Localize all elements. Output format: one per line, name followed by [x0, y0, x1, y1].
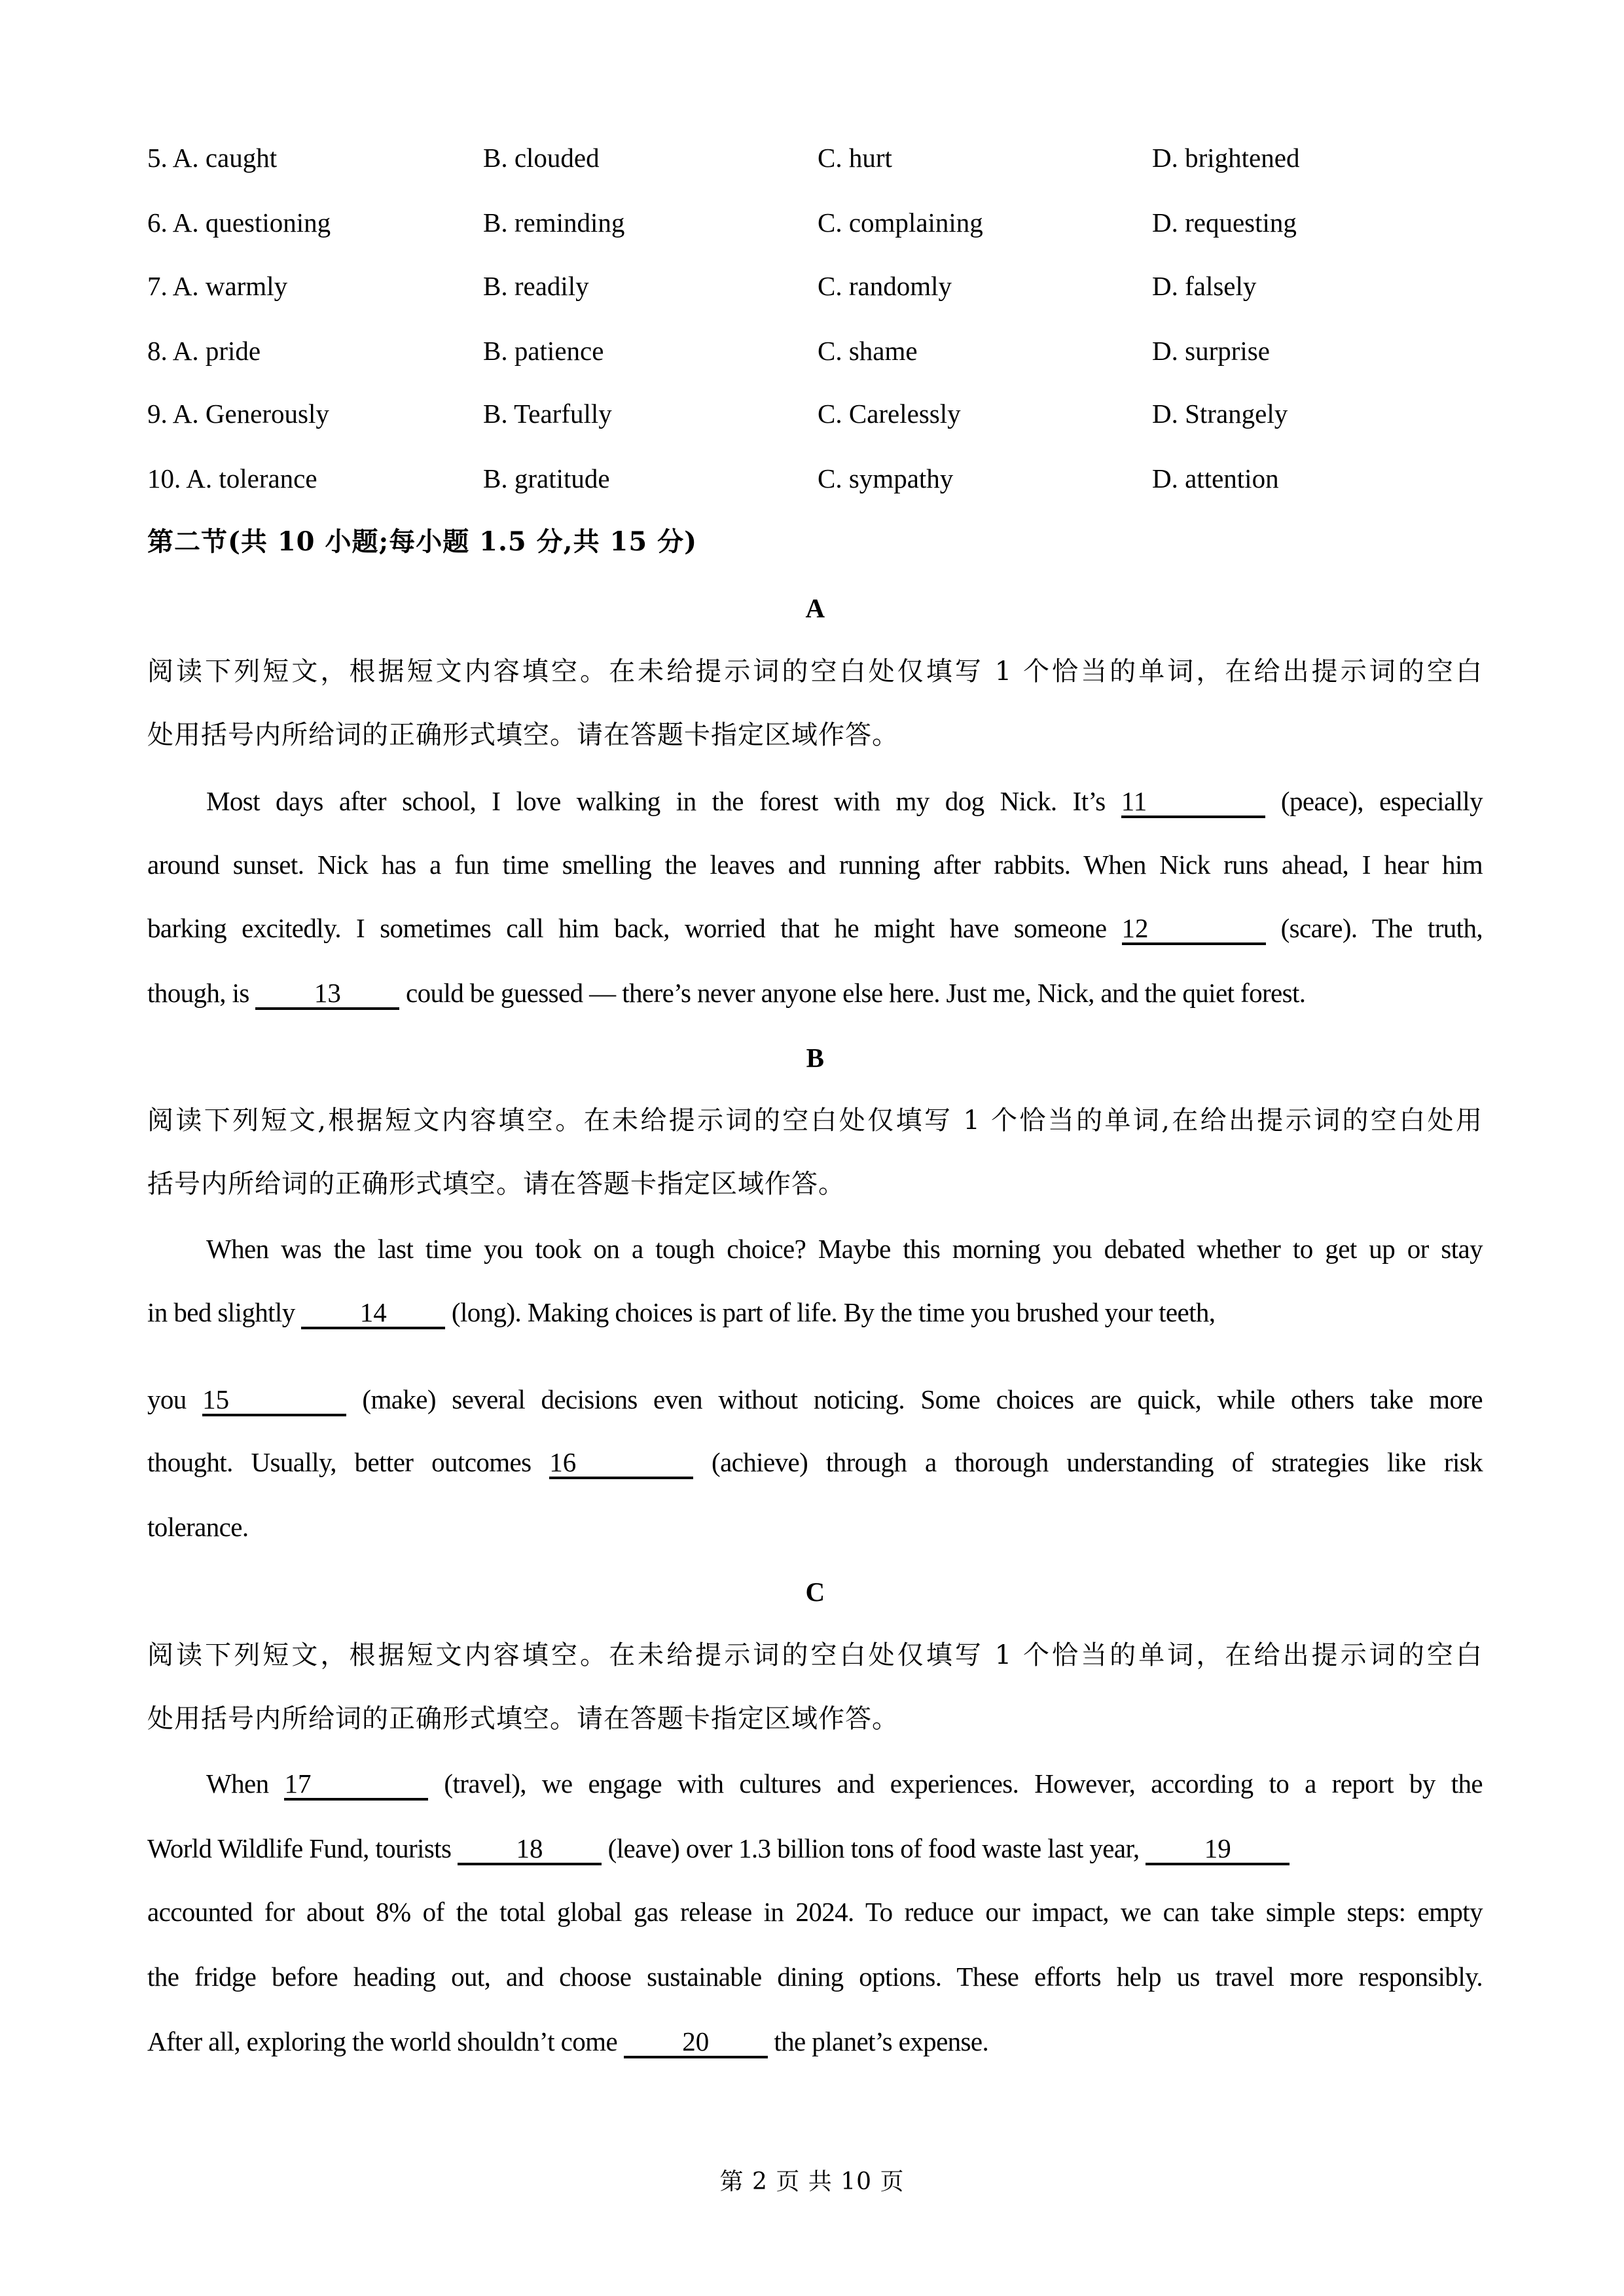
passage-text: the planet’s expense.: [767, 2026, 989, 2056]
passage-line: [206, 1765, 1483, 1802]
passage-line: [147, 1893, 1483, 1930]
passage-text: the fridge before heading out, and choose sustainable dining options. These efforts help us travel more responsibly.: [147, 1962, 1483, 1992]
passage-line: [147, 1294, 1483, 1331]
option-7-b: B. readily: [483, 271, 589, 301]
option-5-c: C. hurt: [818, 143, 892, 173]
passage-line: [206, 1230, 1483, 1267]
passage-line: [206, 783, 1483, 819]
option-8-a: 8. A. pride: [147, 336, 261, 366]
option-7-a: 7. A. warmly: [147, 271, 288, 301]
passage-text: tolerance.: [147, 1512, 249, 1542]
passage-text: thought. Usually, better outcomes: [147, 1447, 550, 1477]
blank-20[interactable]: 20: [624, 2027, 768, 2058]
instructions-line: 处用括号内所给词的正确形式填空。请在答题卡指定区域作答。: [147, 720, 899, 750]
passage-text: in bed slightly: [147, 1297, 302, 1327]
blank-12[interactable]: 12: [1122, 914, 1266, 945]
option-9-a: 9. A. Generously: [147, 399, 329, 429]
passage-line: [147, 1958, 1483, 1995]
option-10-d: D. attention: [1152, 463, 1279, 493]
page-footer: 第 2 页 共 10 页: [719, 2168, 905, 2195]
option-10-b: B. gratitude: [483, 463, 610, 493]
option-10-a: 10. A. tolerance: [147, 463, 317, 493]
passage-text: (achieve) through a thorough understanding of strategies like risk: [693, 1447, 1483, 1477]
option-6-b: B. reminding: [483, 207, 625, 238]
instructions-line: 处用括号内所给词的正确形式填空。请在答题卡指定区域作答。: [147, 1704, 899, 1734]
passage-line: [147, 1444, 1483, 1480]
instructions-line: 括号内所给词的正确形式填空。请在答题卡指定区域作答。: [147, 1169, 845, 1199]
passage-text: (peace), especially: [1265, 786, 1483, 816]
passage-text: could be guessed — there’s never anyone else here. Just me, Nick, and the quiet forest.: [399, 978, 1306, 1008]
passage-text: After all, exploring the world shouldn’t come: [147, 2026, 624, 2056]
passage-text: (leave) over 1.3 billion tons of food waste last year,: [601, 1833, 1146, 1863]
option-6-a: 6. A. questioning: [147, 207, 331, 238]
option-9-c: C. Carelessly: [818, 399, 961, 429]
instructions-line: 阅读下列短文,根据短文内容填空。在未给提示词的空白处仅填写 1 个恰当的单词,在给出提示词的空白处用: [147, 1105, 1483, 1136]
option-8-c: C. shame: [818, 336, 918, 366]
passage-label: C: [805, 1577, 825, 1607]
option-10-c: C. sympathy: [818, 463, 954, 493]
blank-18[interactable]: 18: [458, 1834, 602, 1865]
passage-text: Most days after school, I love walking in the forest with my dog Nick. It’s: [206, 786, 1121, 816]
blank-16[interactable]: 16: [549, 1448, 693, 1479]
passage-label: A: [805, 593, 825, 623]
passage-text: (travel), we engage with cultures and experiences. However, according to a report by the: [428, 1768, 1483, 1799]
passage-text: World Wildlife Fund, tourists: [147, 1833, 458, 1863]
passage-line: [147, 910, 1483, 946]
passage-text: though, is: [147, 978, 256, 1008]
option-8-b: B. patience: [483, 336, 604, 366]
instructions-line: 阅读下列短文，根据短文内容填空。在未给提示词的空白处仅填写 1 个恰当的单词，在给出提示词的空白: [147, 656, 1483, 687]
option-5-a: 5. A. caught: [147, 143, 278, 173]
passage-text: barking excitedly. I sometimes call him back, worried that he might have someone: [147, 913, 1122, 943]
option-7-c: C. randomly: [818, 271, 952, 301]
blank-14[interactable]: 14: [301, 1298, 445, 1329]
section-heading: 第二节(共 10 小题;每小题 1.5 分,共 15 分): [147, 526, 698, 557]
passage-text: (scare). The truth,: [1265, 913, 1483, 943]
passage-text: accounted for about 8% of the total global gas release in 2024. To reduce our impact, we can take simple steps: empty: [147, 1897, 1483, 1927]
passage-text: around sunset. Nick has a fun time smelling the leaves and running after rabbits. When Nick runs ahead, I hear him: [147, 850, 1483, 880]
blank-11[interactable]: 11: [1121, 787, 1265, 818]
option-5-b: B. clouded: [483, 143, 600, 173]
passage-text: (make) several decisions even without noticing. Some choices are quick, while others take more: [346, 1384, 1483, 1414]
blank-13[interactable]: 13: [255, 978, 399, 1010]
passage-text: When was the last time you took on a tough choice? Maybe this morning you debated whether to get up or stay: [206, 1234, 1483, 1264]
passage-text: (long). Making choices is part of life. By the time you brushed your teeth,: [445, 1297, 1216, 1327]
passage-line: [147, 1830, 1483, 1867]
option-9-d: D. Strangely: [1152, 399, 1288, 429]
option-8-d: D. surprise: [1152, 336, 1270, 366]
blank-17[interactable]: 17: [284, 1769, 428, 1801]
option-7-d: D. falsely: [1152, 271, 1257, 301]
passage-text: you: [147, 1384, 203, 1414]
option-6-d: D. requesting: [1152, 207, 1297, 238]
blank-19[interactable]: 19: [1146, 1834, 1290, 1865]
passage-line: [147, 1509, 1483, 1545]
passage-line: [147, 1381, 1483, 1418]
passage-line: [147, 975, 1483, 1011]
option-6-c: C. complaining: [818, 207, 983, 238]
option-9-b: B. Tearfully: [483, 399, 612, 429]
instructions-line: 阅读下列短文，根据短文内容填空。在未给提示词的空白处仅填写 1 个恰当的单词，在给出提示词的空白: [147, 1640, 1483, 1670]
blank-15[interactable]: 15: [202, 1385, 346, 1416]
passage-text: When: [206, 1768, 285, 1799]
passage-line: [147, 2023, 1483, 2060]
passage-label: B: [806, 1043, 824, 1073]
option-5-d: D. brightened: [1152, 143, 1300, 173]
passage-line: [147, 846, 1483, 883]
